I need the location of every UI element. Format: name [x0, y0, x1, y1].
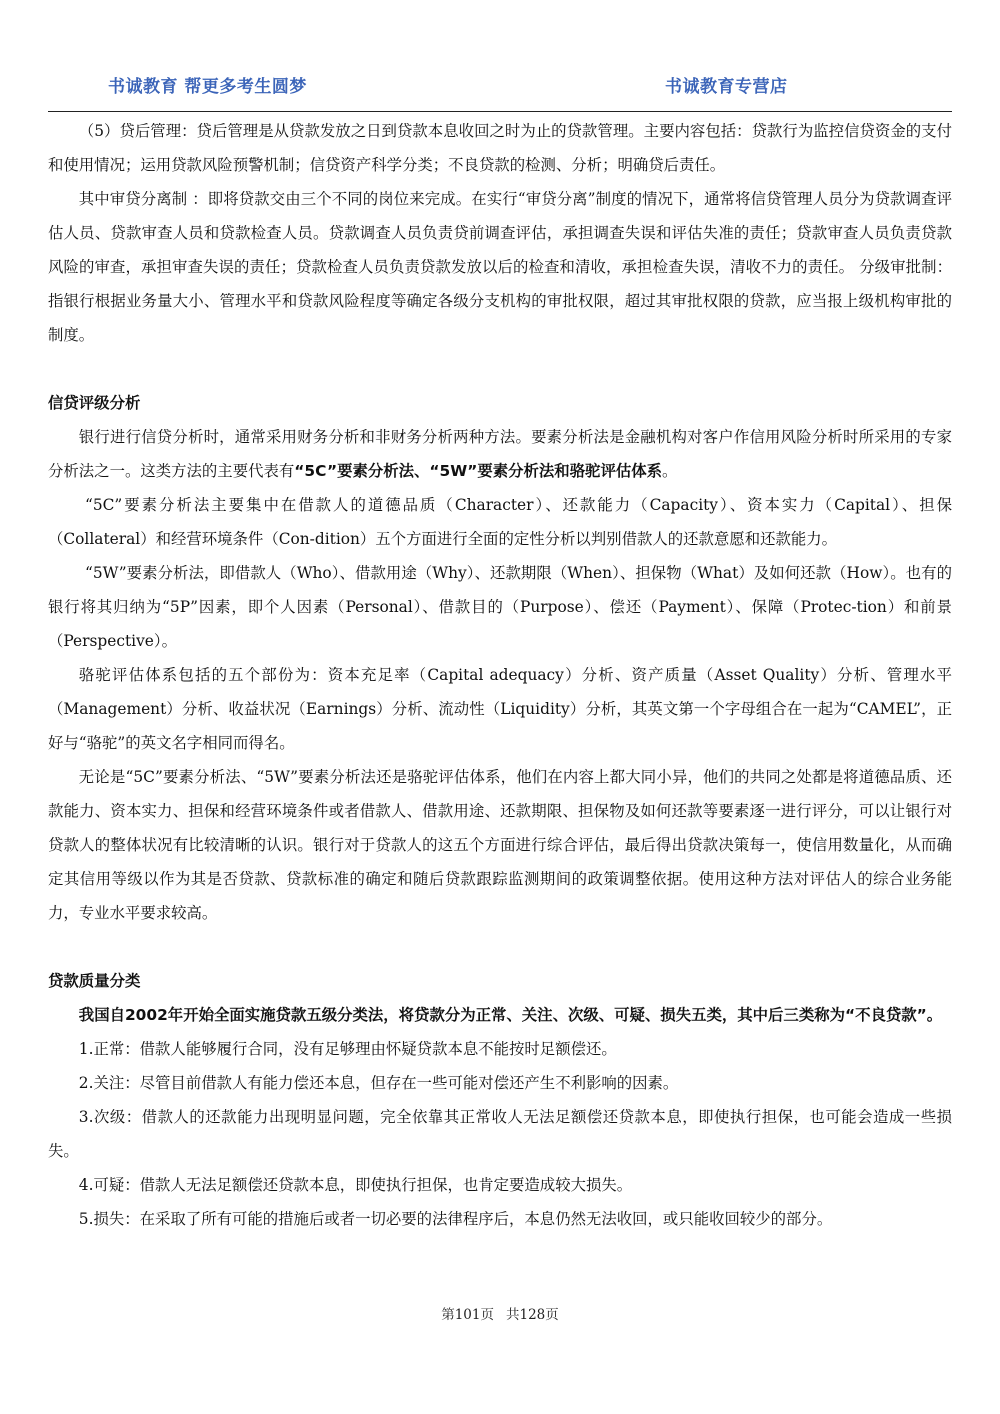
header-left-text: 书诚教育 帮更多考生圆梦 — [108, 77, 307, 97]
document-body — [48, 114, 952, 1236]
list-item-attention: 2.关注：尽管目前借款人有能力偿还本息，但存在一些可能对偿还产生不利影响的因素。 — [78, 1074, 679, 1092]
paragraph-post-loan: （5）贷后管理：贷后管理是从贷款发放之日到贷款本息收回之时为止的贷款管理。主要内容包括：贷款行为监控信贷资金的支付和使用情况；运用贷款风险预警机制；信贷资产科学分类；不良贷款的检测、分析；明确贷后责任。 — [48, 122, 952, 174]
list-item-doubtful: 4.可疑：借款人无法足额偿还贷款本息，即使执行担保，也肯定要造成较大损失。 — [78, 1176, 633, 1194]
page-total: 共128页 — [506, 1307, 559, 1323]
section-heading-loan-quality: 贷款质量分类 — [48, 972, 141, 990]
page-footer — [0, 1303, 1000, 1323]
paragraph-5c: “5C”要素分析法主要集中在借款人的道德品质（Character）、还款能力（Capacity）、资本实力（Capital）、担保（Collateral）和经营环境条件（Con-dition）五个方面进行全面的定性分析以判别借款人的还款意愿和还款能力。 — [48, 496, 952, 548]
list-item-normal: 1.正常：借款人能够履行合同，没有足够理由怀疑贷款本息不能按时足额偿还。 — [78, 1040, 617, 1058]
list-item-substandard: 3.次级：借款人的还款能力出现明显问题，完全依靠其正常收人无法足额偿还贷款本息，即使执行担保，也可能会造成一些损失。 — [48, 1108, 952, 1160]
paragraph-camel: 骆驼评估体系包括的五个部份为：资本充足率（Capital adequacy）分析、资产质量（Asset Quality）分析、管理水平（Management）分析、收益状况（Earnings）分析、流动性（Liquidity）分析，其英文第一个字母组合在一起为“CAMEL”，正好与“骆驼”的英文名字相同而得名。 — [48, 666, 952, 752]
paragraph-five-class: 我国自2002年开始全面实施贷款五级分类法，将贷款分为正常、关注、次级、可疑、损失五类，其中后三类称为“不良贷款”。 — [78, 1006, 943, 1024]
section-heading-credit-rating: 信贷评级分析 — [48, 394, 141, 412]
spacer — [48, 352, 952, 386]
text-run: 。 — [662, 462, 678, 480]
header-right-text: 书诚教育专营店 — [665, 77, 788, 97]
spacer — [48, 930, 952, 964]
emphasis-text: “5C”要素分析法、“5W”要素分析法和骆驼评估体系 — [294, 462, 663, 480]
list-item-loss: 5.损失：在采取了所有可能的措施后或者一切必要的法律程序后，本息仍然无法收回，或只能收回较少的部分。 — [78, 1210, 833, 1228]
paragraph-summary: 无论是“5C”要素分析法、“5W”要素分析法还是骆驼评估体系，他们在内容上都大同小异，他们的共同之处都是将道德品质、还款能力、资本实力、担保和经营环境条件或者借款人、借款用途、还款期限、担保物及如何还款等要素逐一进行评分，可以让银行对贷款人的整体状况有比较清晰的认识。银行对于贷款人的这五个方面进行综合评估，最后得出贷款决策每一，使信用数量化，从而确定其信用等级以作为其是否贷款、贷款标准的确定和随后贷款跟踪监测期间的政策调整依据。使用这种方法对评估人的综合业务能力，专业水平要求较高。 — [48, 768, 952, 922]
header-rule — [48, 111, 952, 112]
paragraph-separation: 其中审贷分离制 ：即将贷款交由三个不同的岗位来完成。在实行“审贷分离”制度的情况下，通常将信贷管理人员分为贷款调查评估人员、贷款审查人员和贷款检查人员。贷款调查人员负责贷前调查评估，承担调查失误和评估失准的责任；贷款审查人员负责贷款风险的审查，承担审查失误的责任；贷款检查人员负责贷款发放以后的检查和清收，承担检查失误，清收不力的责任。 分级审批制：指银行根据业务量大小、管理水平和贷款风险程度等确定各级分支机构的审批权限，超过其审批权限的贷款，应当报上级机构审批的制度。 — [48, 190, 952, 344]
paragraph-5w: “5W”要素分析法，即借款人（Who）、借款用途（Why）、还款期限（When）、担保物（What）及如何还款（How）。也有的银行将其归纳为“5P”因素，即个人因素（Personal）、借款目的（Purpose）、偿还（Payment）、保障（Protec-tion）和前景（Perspective）。 — [48, 564, 952, 650]
paragraph-credit-analysis — [48, 420, 952, 488]
page-number: 第101页 — [441, 1307, 494, 1323]
text-run: 银行进行信贷分析时，通常采用财务分析和非财务分析两种方法。要素分析法是金融机构对客户作信用风险分析时所采用的专家分析法之一。这类方法的主要代表有 — [48, 428, 952, 480]
